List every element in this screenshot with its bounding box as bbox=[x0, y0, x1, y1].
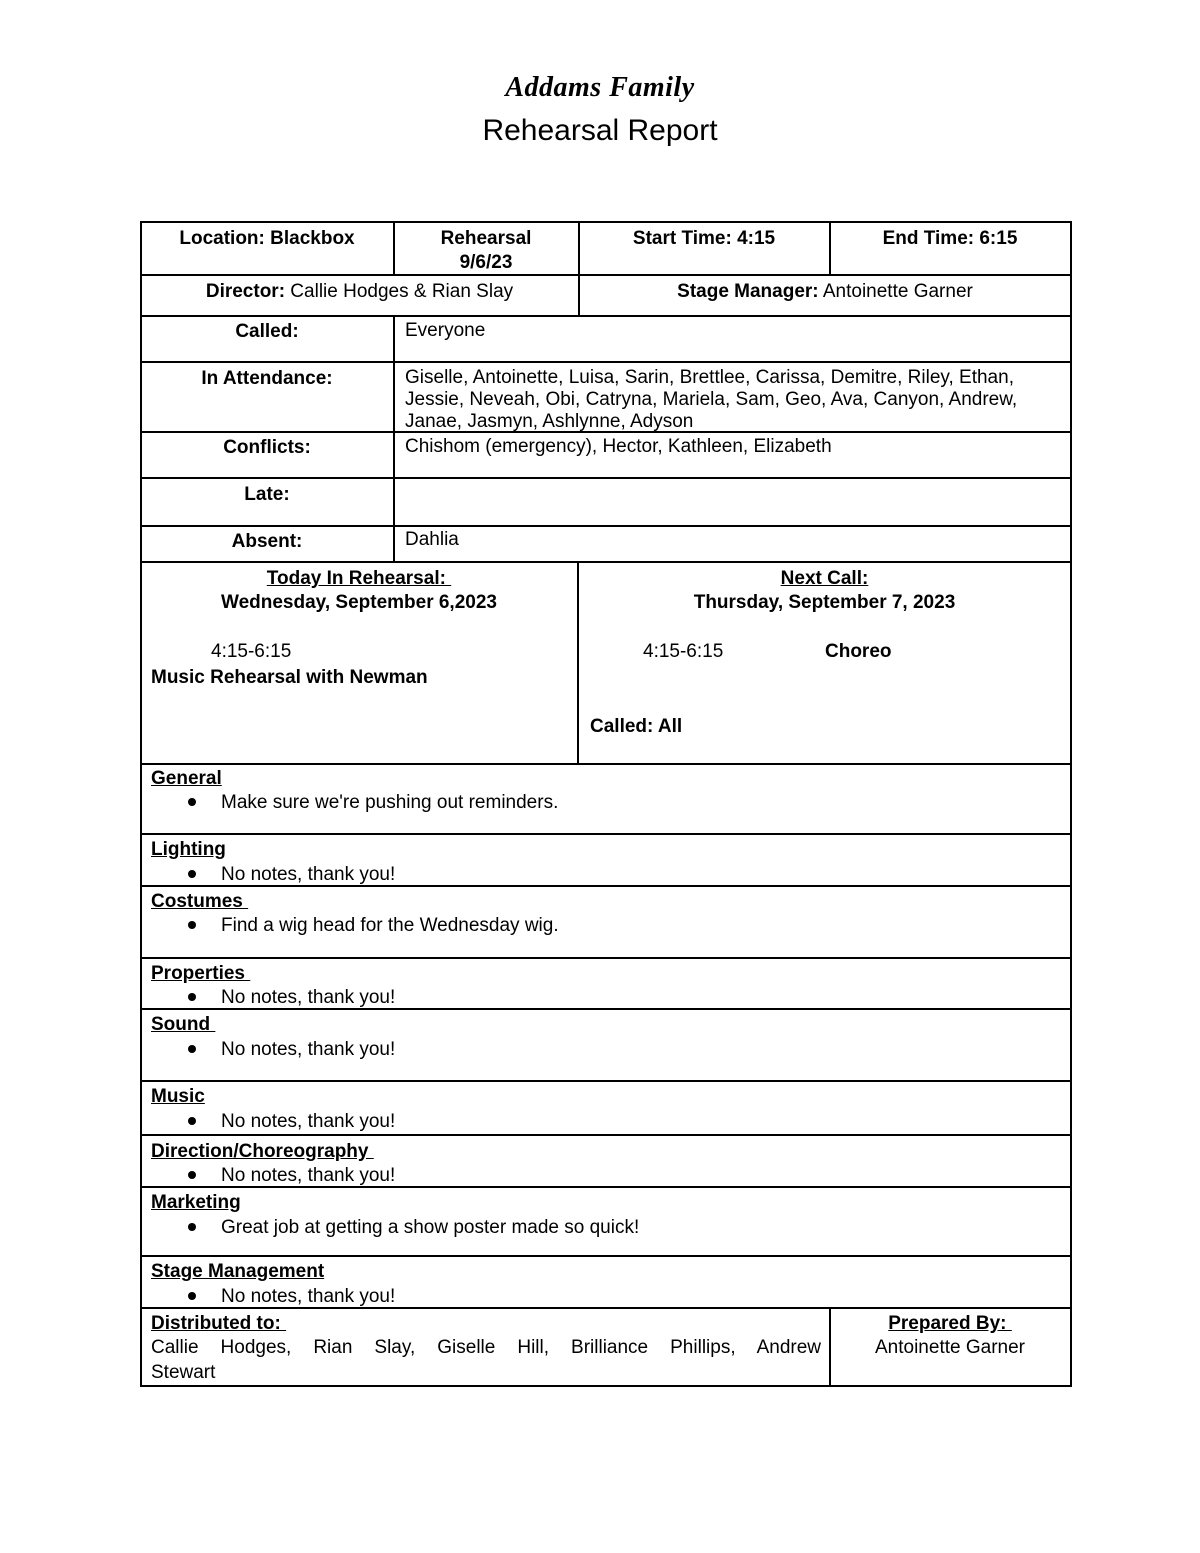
bullet-icon bbox=[188, 1292, 196, 1300]
next-call-time: 4:15-6:15 bbox=[643, 641, 724, 662]
conflicts-value: Chishom (emergency), Hector, Kathleen, Elizabeth bbox=[405, 436, 832, 457]
distributed-line: Callie Hodges, Rian Slay, Giselle Hill, Brilliance Phillips, Andrew bbox=[151, 1337, 821, 1358]
notes-heading-costumes: Costumes bbox=[151, 891, 249, 912]
end-time: End Time: 6:15 bbox=[882, 228, 1018, 249]
rehearsal-label: Rehearsal bbox=[440, 228, 532, 249]
note-sound: No notes, thank you! bbox=[221, 1039, 396, 1060]
note-stage-management: No notes, thank you! bbox=[221, 1286, 396, 1307]
called-label: Called: bbox=[235, 321, 299, 342]
next-call-called: Called: All bbox=[590, 716, 683, 737]
bullet-icon bbox=[188, 1045, 196, 1053]
prepared-label: Prepared By: bbox=[888, 1313, 1012, 1334]
bullet-icon bbox=[188, 870, 196, 878]
notes-heading-direction: Direction/Choreography bbox=[151, 1141, 374, 1162]
today-activity: Music Rehearsal with Newman bbox=[151, 667, 428, 688]
today-date: Wednesday, September 6,2023 bbox=[221, 592, 497, 613]
attendance-label: In Attendance: bbox=[201, 368, 333, 389]
document-title: Addams Family bbox=[505, 72, 695, 103]
note-properties: No notes, thank you! bbox=[221, 987, 396, 1008]
stage-manager-value: Antoinette Garner bbox=[818, 281, 973, 302]
notes-heading-sound: Sound bbox=[151, 1014, 216, 1035]
distributed-line: Stewart bbox=[151, 1362, 216, 1383]
today-heading: Today In Rehearsal: bbox=[266, 568, 452, 589]
director-cell bbox=[142, 280, 577, 303]
note-costumes: Find a wig head for the Wednesday wig. bbox=[221, 915, 559, 936]
today-time: 4:15-6:15 bbox=[211, 641, 292, 662]
attendance-line: Jessie, Neveah, Obi, Catryna, Mariela, Sam, Geo, Ava, Canyon, Andrew, bbox=[405, 389, 1018, 410]
called-value: Everyone bbox=[405, 320, 486, 341]
notes-heading-stage-management: Stage Management bbox=[151, 1261, 325, 1282]
note-lighting: No notes, thank you! bbox=[221, 864, 396, 885]
notes-heading-properties: Properties bbox=[151, 963, 251, 984]
notes-heading-lighting: Lighting bbox=[151, 839, 226, 860]
attendance-line: Janae, Jasmyn, Ashlynne, Adyson bbox=[405, 411, 694, 432]
rehearsal-date: 9/6/23 bbox=[459, 252, 513, 273]
note-general: Make sure we're pushing out reminders. bbox=[221, 792, 559, 813]
director-label: Director: bbox=[205, 281, 286, 302]
bullet-icon bbox=[188, 1223, 196, 1231]
absent-value: Dahlia bbox=[405, 529, 459, 550]
next-call-heading: Next Call: bbox=[780, 568, 869, 589]
notes-heading-music: Music bbox=[151, 1086, 205, 1107]
bullet-icon bbox=[188, 921, 196, 929]
next-call-date: Thursday, September 7, 2023 bbox=[693, 592, 956, 613]
prepared-value: Antoinette Garner bbox=[875, 1337, 1025, 1358]
late-label: Late: bbox=[244, 484, 290, 505]
notes-heading-general: General bbox=[151, 768, 222, 789]
bullet-icon bbox=[188, 1171, 196, 1179]
bullet-icon bbox=[188, 993, 196, 1001]
document-subtitle: Rehearsal Report bbox=[482, 114, 718, 147]
director-value: Callie Hodges & Rian Slay bbox=[285, 281, 514, 302]
location-cell: Location: Blackbox bbox=[179, 228, 355, 249]
stage-manager-label: Stage Manager: bbox=[677, 281, 819, 302]
note-music: No notes, thank you! bbox=[221, 1111, 396, 1132]
note-marketing: Great job at getting a show poster made so quick! bbox=[221, 1217, 640, 1238]
bullet-icon bbox=[188, 798, 196, 806]
next-call-activity: Choreo bbox=[825, 641, 892, 662]
notes-heading-marketing: Marketing bbox=[151, 1192, 241, 1213]
distributed-label: Distributed to: bbox=[151, 1313, 287, 1334]
note-direction: No notes, thank you! bbox=[221, 1165, 396, 1186]
start-time: Start Time: 4:15 bbox=[632, 228, 776, 249]
bullet-icon bbox=[188, 1117, 196, 1125]
absent-label: Absent: bbox=[231, 531, 303, 552]
stage-manager-cell bbox=[580, 280, 1070, 303]
conflicts-label: Conflicts: bbox=[223, 437, 311, 458]
attendance-line: Giselle, Antoinette, Luisa, Sarin, Brettlee, Carissa, Demitre, Riley, Ethan, bbox=[405, 367, 1014, 388]
